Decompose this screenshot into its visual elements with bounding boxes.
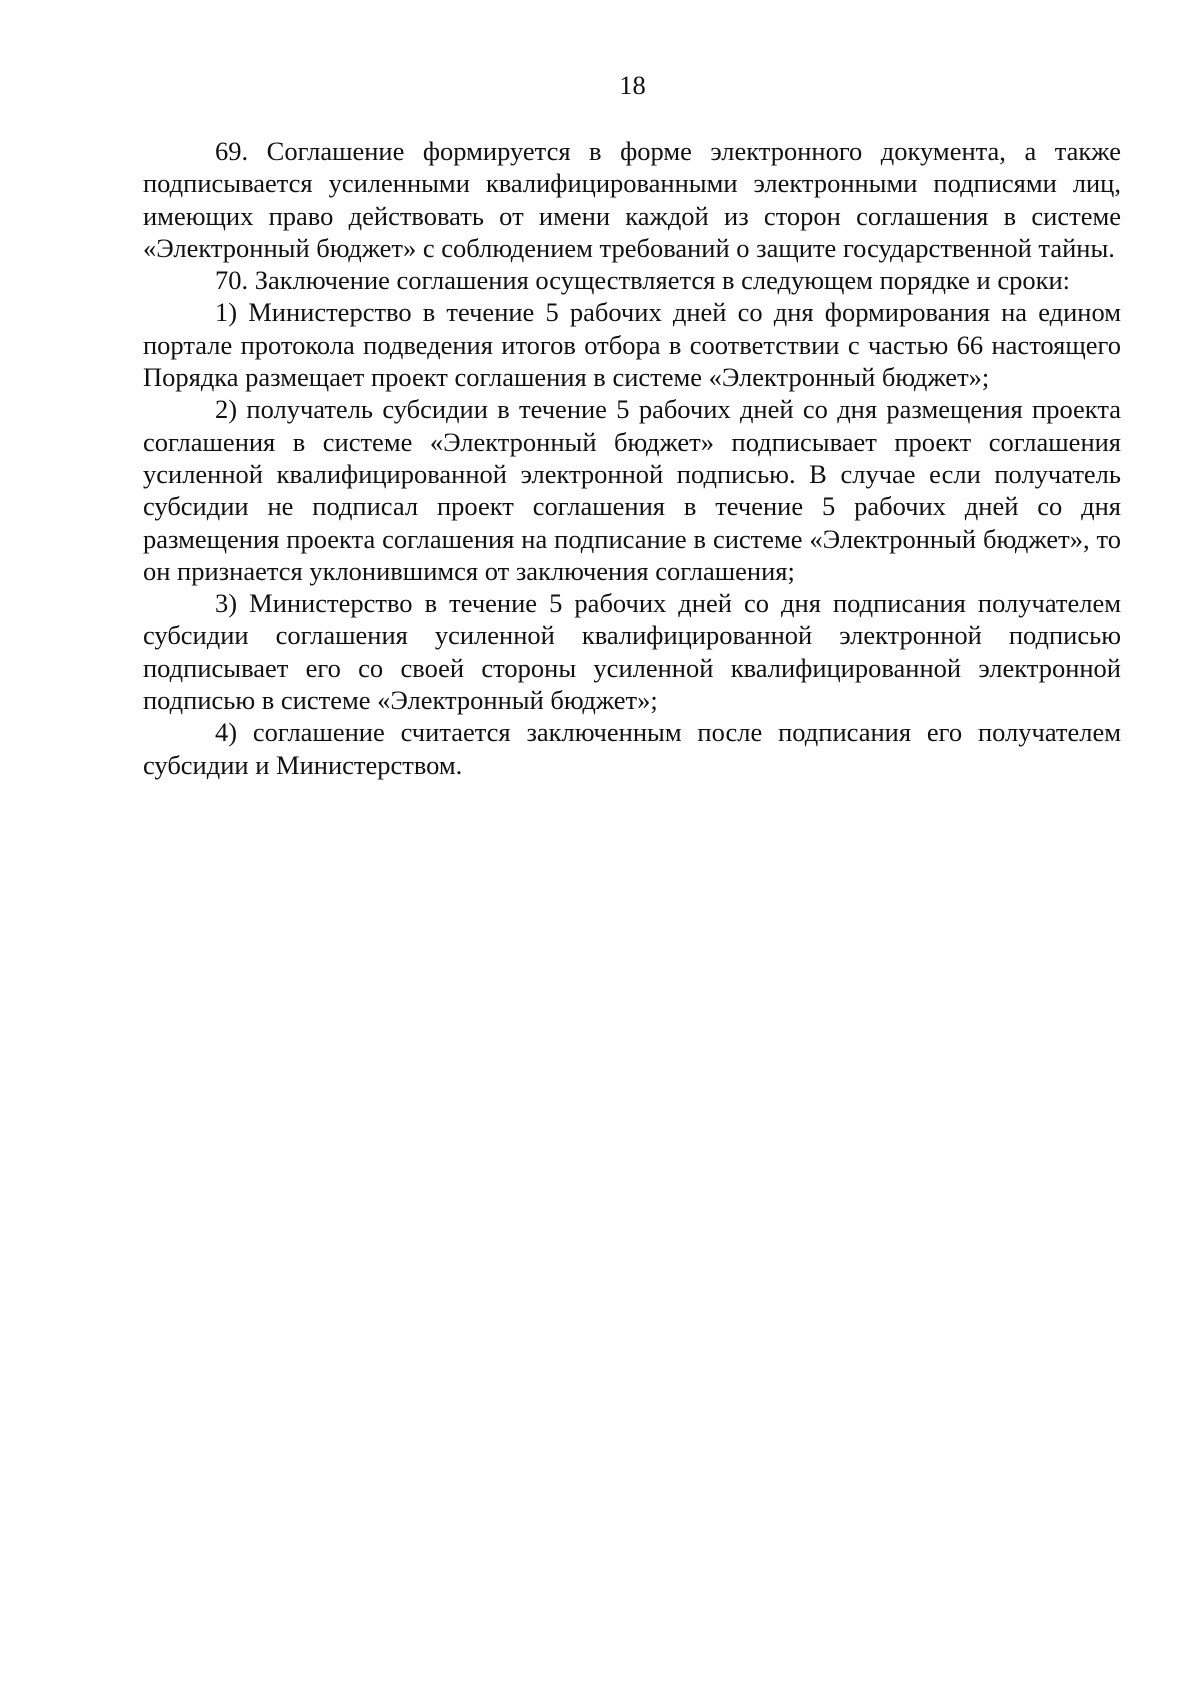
document-body (143, 135, 1121, 781)
paragraph-70-item-3: 3) Министерство в течение 5 рабочих дней со дня подписания получателем субсидии соглашения усиленной квалифицированной электронной подписью подписывает его со своей стороны усиленной квалифицированной электронной подписью в системе «Электронный бюджет»; (143, 588, 1121, 716)
paragraph-70-item-4: 4) соглашение считается заключенным после подписания его получателем субсидии и Министерством. (143, 717, 1121, 780)
paragraph-70-item-1: 1) Министерство в течение 5 рабочих дней со дня формирования на едином портале протокола подведения итогов отбора в соответствии с частью 66 настоящего Порядка размещает проект соглашения в системе «Электронный бюджет»; (143, 297, 1121, 393)
paragraph-70-item-2: 2) получатель субсидии в течение 5 рабочих дней со дня размещения проекта соглашения в системе «Электронный бюджет» подписывает проект соглашения усиленной квалифицированной электронной подписью. В случае если получатель субсидии не подписал проект соглашения в течение 5 рабочих дней со дня размещения проекта соглашения на подписание в системе «Электронный бюджет», то он признается уклонившимся от заключения соглашения; (143, 394, 1121, 586)
page-number: 18 (619, 70, 646, 100)
paragraph-70: 70. Заключение соглашения осуществляется в следующем порядке и сроки: (215, 265, 1071, 296)
paragraph-69: 69. Соглашение формируется в форме электронного документа, а также подписывается усиленными квалифицированными электронными подписями лиц, имеющих право действовать от имени каждой из сторон соглашения в системе «Электронный бюджет» с соблюдением требований о защите государственной тайны. (143, 136, 1121, 263)
